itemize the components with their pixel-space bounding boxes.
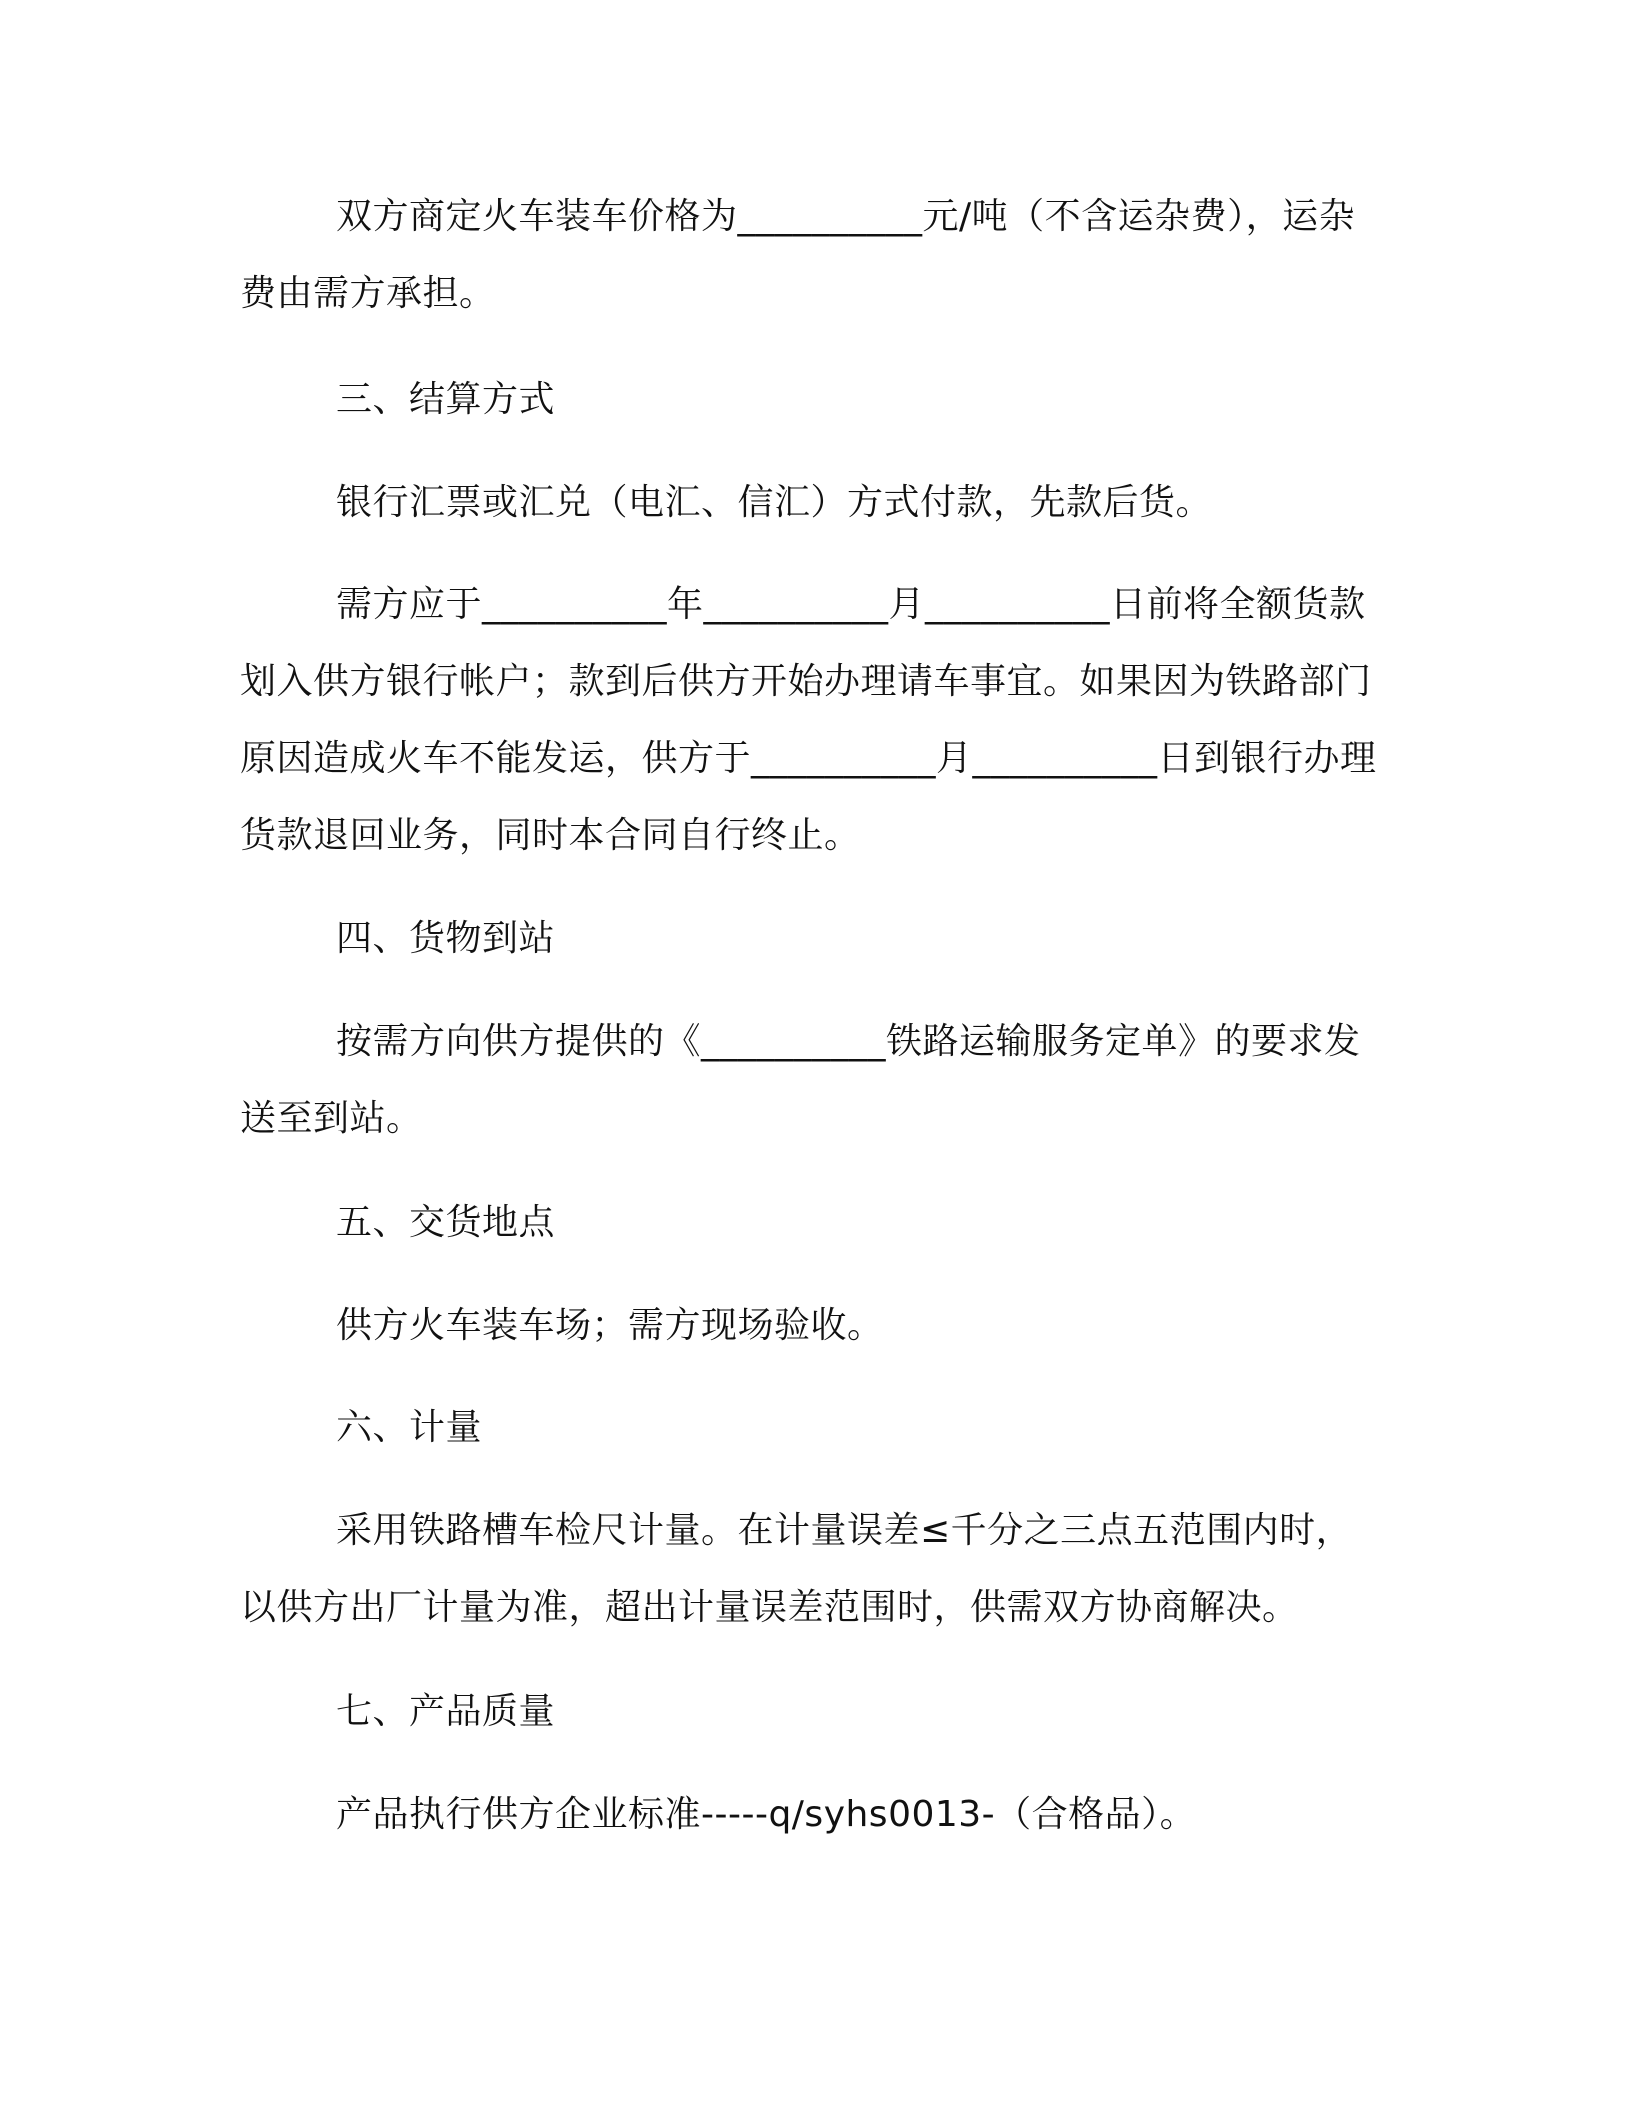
- section-heading-arrival: 四、货物到站: [336, 918, 556, 959]
- measurement-paragraph: 采用铁路槽车检尺计量。在计量误差≤千分之三点五范围内时，以供方出厂计量为准，超出计量误差范围时，供需双方协商解决。: [240, 1510, 1353, 1628]
- arrival-paragraph: 按需方向供方提供的《__________铁路运输服务定单》的要求发送至到站。: [240, 1021, 1361, 1139]
- price-paragraph: 双方商定火车装车价格为__________元/吨（不含运杂费），运杂费由需方承担。: [240, 196, 1356, 314]
- section-heading-delivery: 五、交货地点: [336, 1202, 556, 1243]
- section-heading-quality: 七、产品质量: [336, 1691, 556, 1732]
- payment-deadline-paragraph: 需方应于__________年__________月__________日前将全额货款划入供方银行帐户；款到后供方开始办理请车事宜。如果因为铁路部门原因造成火车不能发运，供方于__________月__________日到银行办理货款退回业务，同时本合同自行终止。: [240, 584, 1377, 856]
- section-heading-measurement: 六、计量: [336, 1407, 483, 1448]
- payment-method-paragraph: 银行汇票或汇兑（电汇、信汇）方式付款，先款后货。: [336, 482, 1213, 523]
- delivery-place-paragraph: 供方火车装车场；需方现场验收。: [336, 1305, 884, 1346]
- quality-paragraph: 产品执行供方企业标准-----q/syhs0013-（合格品）。: [336, 1794, 1197, 1835]
- section-heading-settlement: 三、结算方式: [336, 379, 556, 420]
